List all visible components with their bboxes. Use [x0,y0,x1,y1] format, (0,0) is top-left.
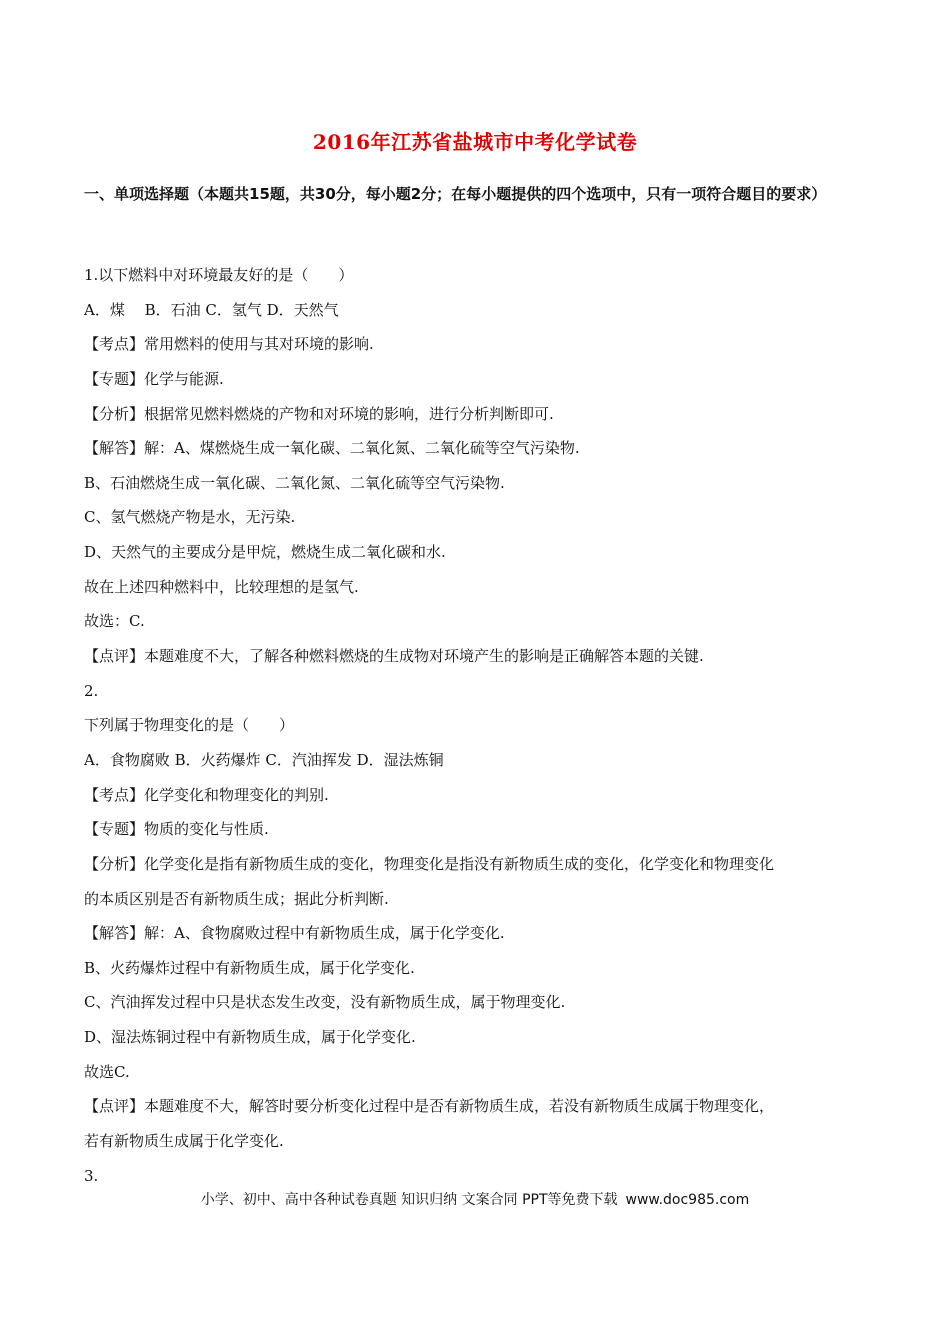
text-line: A．食物腐败 B．火药爆炸 C．汽油挥发 D．湿法炼铜 [84,750,444,769]
text-line: D、湿法炼铜过程中有新物质生成，属于化学变化. [84,1028,416,1047]
text-line: 3. [84,1166,99,1185]
text-line: 1.以下燃料中对环境最友好的是（ ） [84,266,354,284]
text-line: 【解答】解：A、食物腐败过程中有新物质生成，属于化学变化. [84,924,505,943]
text-line: A．煤 B．石油 C．氢气 D．天然气 [84,300,339,319]
text-line: B、火药爆炸过程中有新物质生成，属于化学变化. [84,958,415,977]
footer-url: www.doc985.com [625,1192,750,1208]
text-line: 【考点】化学变化和物理变化的判别. [84,785,329,804]
text-line: C、氢气燃烧产物是水，无污染. [84,508,296,527]
question-content [84,258,874,1193]
text-line: 若有新物质生成属于化学变化. [84,1132,284,1151]
page-footer [0,1189,950,1209]
text-line: 故选：C. [84,612,145,631]
text-line: 故在上述四种燃料中，比较理想的是氢气. [84,577,359,596]
text-line: 【专题】物质的变化与性质. [84,820,269,839]
text-line: 故选C. [84,1062,130,1081]
text-line: D、天然气的主要成分是甲烷，燃烧生成二氧化碳和水. [84,543,446,562]
text-line: 下列属于物理变化的是（ ） [84,716,295,735]
text-line: 【考点】常用燃料的使用与其对环境的影响. [84,335,374,354]
text-line: C、汽油挥发过程中只是状态发生改变，没有新物质生成，属于物理变化. [84,993,566,1012]
section-heading: 一、单项选择题（本题共15题，共30分，每小题2分；在每小题提供的四个选项中，只有一项符合题目的要求） [84,185,827,203]
page-title: 2016年江苏省盐城市中考化学试卷 [312,130,638,154]
text-line: 【专题】化学与能源. [84,369,224,388]
text-line: 2. [84,681,99,700]
text-line: 【点评】本题难度不大，了解各种燃料燃烧的生成物对环境产生的影响是正确解答本题的关键. [84,647,704,666]
text-line: 【点评】本题难度不大，解答时要分析变化过程中是否有新物质生成，若没有新物质生成属于物理变化， [84,1097,775,1116]
text-line: B、石油燃烧生成一氧化碳、二氧化氮、二氧化硫等空气污染物. [84,473,505,492]
text-line: 【解答】解：A、煤燃烧生成一氧化碳、二氧化氮、二氧化硫等空气污染物. [84,439,580,458]
footer-text: 小学、初中、高中各种试卷真题 知识归纳 文案合同 PPT等免费下载 [200,1192,618,1208]
text-line: 【分析】根据常见燃料燃烧的产物和对环境的影响，进行分析判断即可. [84,404,554,423]
text-line: 【分析】化学变化是指有新物质生成的变化，物理变化是指没有新物质生成的变化，化学变化和物理变化 [84,854,775,873]
text-line: 的本质区别是否有新物质生成；据此分析判断. [84,889,389,908]
